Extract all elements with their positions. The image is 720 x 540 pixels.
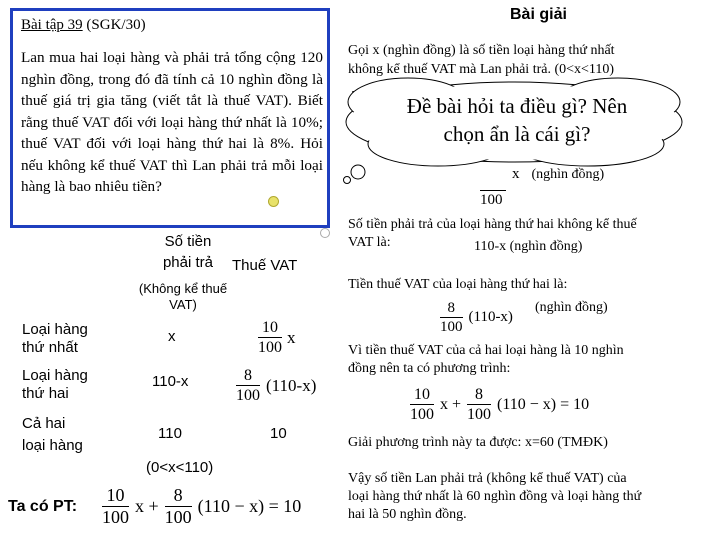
- eq-tail: (110 − x) = 10: [197, 496, 302, 516]
- eq-mid: x +: [135, 496, 159, 516]
- row1-vat-fraction: [258, 319, 282, 356]
- eq-frac2-num: 8: [173, 485, 183, 505]
- solution-title: Bài giải: [510, 6, 567, 23]
- first-vat-fraction-bar: [480, 190, 506, 191]
- row2-amount: 110-x: [152, 373, 189, 390]
- row1-label-line1: Loại hàng: [22, 321, 88, 338]
- problem-heading: [21, 17, 146, 34]
- eq-fraction-1: [102, 486, 129, 527]
- equation: [100, 486, 301, 527]
- solution-conclusion-line1: Vậy số tiền Lan phải trả (không kể thuế VAT) của: [348, 471, 627, 486]
- eq-frac1-den: 100: [102, 507, 129, 527]
- callout-line1: Đề bài hỏi ta điều gì? Nên: [406, 94, 628, 118]
- eq-frac1-num: 10: [106, 485, 125, 505]
- second-vat-den: 100: [440, 319, 463, 335]
- sol-eq-frac1-num: 10: [414, 386, 430, 403]
- row3-label-line1: Cả hai: [22, 415, 66, 432]
- row2-vat: [234, 367, 316, 404]
- second-vat-unit: (nghìn đồng): [534, 299, 608, 315]
- row2-label-line1: Loại hàng: [22, 367, 88, 384]
- row1-vat-den: 100: [258, 339, 282, 356]
- col-amount-header-line2: phải trả: [162, 254, 214, 271]
- problem-box: [10, 8, 330, 228]
- solution-second-amount-line2: VAT là:: [348, 235, 391, 250]
- row1-label-line2: thứ nhất: [22, 339, 78, 356]
- sol-eq-frac2-num: 8: [475, 386, 484, 403]
- solution-solve: Giải phương trình này ta được: x=60 (TMĐK): [348, 435, 608, 450]
- solution-line1: Gọi x (nghìn đồng) là số tiền loại hàng thứ nhất: [348, 43, 615, 58]
- row1-vat-tail: x: [287, 327, 296, 347]
- solution-second-vat: [438, 300, 608, 335]
- row3-label-line2: loại hàng: [22, 437, 83, 454]
- problem-text: Lan mua hai loại hàng và phải trả tổng cộng 120 nghìn đồng, trong đó đã tính cả 10 nghìn đồng là thuế giá trị gia tăng (viết tắt là thuế VAT). Biết rằng thuế VAT đối với loại hàng thứ nhất là 10%; thuế VAT đối với loại hàng thứ hai là 8%. Hỏi nếu không kể thuế VAT thì Lan phải trả mỗi loại hàng là bao nhiêu tiền?: [21, 49, 323, 195]
- first-vat-tail: x: [512, 166, 520, 182]
- first-vat-unit: (nghìn đồng): [531, 166, 605, 182]
- sol-eq-mid: x +: [440, 395, 462, 413]
- first-vat-den: 100: [480, 192, 503, 208]
- col-amount-header-line1: Số tiền: [164, 233, 212, 250]
- row2-vat-tail: (110-x): [266, 375, 317, 395]
- col-amount-header: [138, 233, 238, 271]
- second-vat-num: 8: [447, 300, 455, 316]
- yellow-dot-icon: [268, 196, 279, 207]
- row2-vat-num: 8: [244, 367, 252, 384]
- row1-vat-num: 10: [262, 319, 278, 336]
- row2-vat-fraction: [236, 367, 260, 404]
- handle-dot-icon: [320, 228, 330, 238]
- col-amount-note: (Không kể thuế VAT): [138, 281, 228, 312]
- sol-eq-fraction-1: [410, 386, 434, 423]
- row3-amount: 110: [158, 425, 182, 442]
- callout-text: [372, 92, 662, 148]
- second-vat-fraction: [440, 300, 463, 335]
- table-row-label: [22, 321, 88, 357]
- eq-frac2-den: 100: [164, 507, 192, 527]
- row2-label-line2: thứ hai: [22, 385, 69, 402]
- condition: (0<x<110): [146, 459, 214, 476]
- equation-label: Ta có PT:: [8, 498, 78, 515]
- solution-equation: [408, 386, 589, 423]
- solution-second-amount-line1: Số tiền phải trả của loại hàng thứ hai không kể thuế: [348, 217, 637, 232]
- solution-conclusion-line3: hai là 50 nghìn đồng.: [348, 507, 467, 522]
- row1-amount: x: [168, 328, 176, 345]
- sol-eq-tail: (110 − x) = 10: [497, 395, 590, 413]
- solution-second-amount-value: 110-x (nghìn đồng): [474, 239, 583, 254]
- solution-second-vat-line: Tiền thuế VAT của loại hàng thứ hai là:: [348, 277, 568, 292]
- solution-reason-line2: đồng nên ta có phương trình:: [348, 361, 511, 376]
- problem-heading-number: Bài tập 39: [21, 17, 83, 33]
- eq-fraction-2: [165, 486, 192, 527]
- table-row-label: [22, 413, 83, 457]
- sol-eq-frac2-den: 100: [467, 406, 492, 423]
- solution-reason-line1: Vì tiền thuế VAT của cả hai loại hàng là 10 nghìn: [348, 343, 624, 358]
- row2-vat-den: 100: [236, 387, 260, 404]
- col-vat-header: Thuế VAT: [232, 257, 298, 274]
- callout-line2: chọn ẩn là cái gì?: [443, 122, 591, 146]
- second-vat-tail: (110-x): [468, 309, 513, 325]
- sol-eq-frac1-den: 100: [410, 406, 434, 423]
- row1-vat: [256, 319, 296, 356]
- problem-heading-source: (SGK/30): [82, 17, 146, 33]
- table-row-label: [22, 367, 88, 403]
- row3-vat: 10: [270, 425, 287, 442]
- sol-eq-fraction-2: [467, 386, 491, 423]
- solution-conclusion-line2: loại hàng thứ nhất là 60 nghìn đồng và loại hàng thứ: [348, 489, 642, 504]
- solution-line2: không kể thuế VAT mà Lan phải trả. (0<x<110): [348, 62, 615, 77]
